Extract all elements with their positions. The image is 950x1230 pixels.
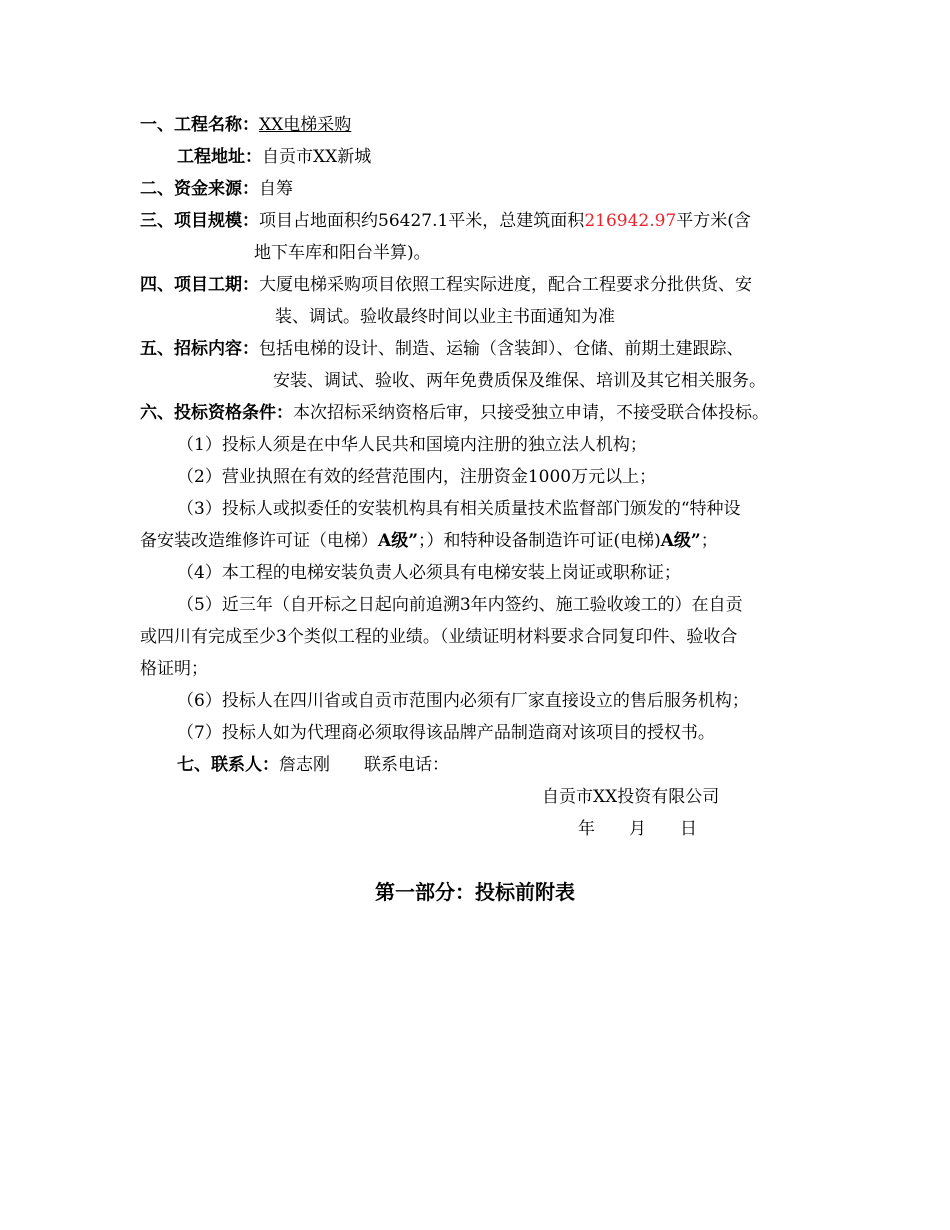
scale-label: 三、项目规模： <box>140 211 259 231</box>
signature-company <box>542 787 719 807</box>
scale-line-2-text: 地下车库和阳台半算)。 <box>254 243 431 263</box>
contact-label: 七、联系人： <box>177 755 279 775</box>
qualification-item-1-text: （1）投标人须是在中华人民共和国境内注册的独立法人机构； <box>177 435 647 455</box>
qualification-item-5-line-3-text: 格证明； <box>140 659 208 679</box>
project-name-line <box>140 115 351 135</box>
qualification-item-4 <box>177 563 681 583</box>
qualification-item-3-part-b: A级” <box>378 531 418 551</box>
qualification-item-6 <box>177 691 749 711</box>
qualification-item-5-line-1 <box>177 595 743 615</box>
funding-label: 二、资金来源： <box>140 179 259 199</box>
period-line-2-text: 装、调试。验收最终时间以业主书面通知为准 <box>275 307 615 327</box>
period-label: 四、项目工期： <box>140 275 259 295</box>
content-line-2 <box>273 371 766 391</box>
period-line-1-text: 大厦电梯采购项目依照工程实际进度，配合工程要求分批供货、安 <box>259 275 752 295</box>
qualification-item-4-text: （4）本工程的电梯安装负责人必须具有电梯安装上岗证或职称证； <box>177 563 681 583</box>
content-line-1-text: 包括电梯的设计、制造、运输（含装卸）、仓储、前期土建跟踪、 <box>259 339 744 359</box>
scale-text-b: 平方米(含 <box>676 211 751 231</box>
qualification-item-2-text: （2）营业执照在有效的经营范围内，注册资金1000万元以上； <box>177 467 657 487</box>
qualification-item-3-line-2 <box>140 531 718 551</box>
qualification-item-5-line-3 <box>140 659 208 679</box>
contact-line <box>177 755 449 775</box>
qualification-item-3-part-a: 备安装改造维修许可证（电梯） <box>140 531 378 551</box>
content-line-2-text: 安装、调试、验收、两年免费质保及维保、培训及其它相关服务。 <box>273 371 766 391</box>
signature-date <box>578 819 697 839</box>
qualification-intro: 本次招标采纳资格后审，只接受独立申请，不接受联合体投标。 <box>293 403 769 423</box>
scale-line-1 <box>140 211 751 231</box>
qualification-item-5-line-1-text: （5）近三年（自开标之日起向前追溯3年内签约、施工验收竣工的）在自贡 <box>177 595 743 615</box>
project-address-label: 工程地址： <box>177 147 262 167</box>
project-address-value: 自贡市XX新城 <box>262 147 372 167</box>
period-line-1 <box>140 275 752 295</box>
qualification-item-3-part-c: ；）和特种设备制造许可证(电梯) <box>417 531 661 551</box>
qualification-item-7-text: （7）投标人如为代理商必须取得该品牌产品制造商对该项目的授权书。 <box>177 723 715 743</box>
qualification-item-6-text: （6）投标人在四川省或自贡市范围内必须有厂家直接设立的售后服务机构； <box>177 691 749 711</box>
qualification-label: 六、投标资格条件： <box>140 403 293 423</box>
qualification-item-5-line-2 <box>140 627 737 647</box>
qualification-item-2 <box>177 467 656 487</box>
contact-name: 詹志刚 <box>279 755 330 775</box>
content-label: 五、招标内容： <box>140 339 259 359</box>
signature-date-text: 年 月 日 <box>578 819 697 839</box>
qualification-item-1 <box>177 435 647 455</box>
content-line-1 <box>140 339 744 359</box>
qualification-item-3-part-e: ； <box>700 531 718 551</box>
project-name-label: 一、工程名称： <box>140 115 259 135</box>
qualification-intro-line <box>140 403 769 423</box>
qualification-item-3-part-d: A级” <box>660 531 701 551</box>
scale-area-value: 216942.97 <box>584 211 677 231</box>
project-address-line <box>177 147 371 167</box>
project-name-value: XX电梯采购 <box>259 115 352 135</box>
qualification-item-7 <box>177 723 715 743</box>
funding-value: 自筹 <box>259 179 293 199</box>
qualification-item-3-line-1-text: （3）投标人或拟委任的安装机构具有相关质量技术监督部门颁发的“特种设 <box>177 499 741 519</box>
signature-company-text: 自贡市XX投资有限公司 <box>542 787 720 807</box>
qualification-item-3-line-1 <box>177 499 741 519</box>
scale-text-a: 项目占地面积约56427.1平米，总建筑面积 <box>259 211 585 231</box>
section-title: 第一部分：投标前附表 <box>375 880 575 904</box>
qualification-item-5-line-2-text: 或四川有完成至少3个类似工程的业绩。（业绩证明材料要求合同复印件、验收合 <box>140 627 738 647</box>
period-line-2 <box>275 307 615 327</box>
contact-phone-label: 联系电话： <box>364 755 449 775</box>
scale-line-2 <box>254 243 431 263</box>
funding-line <box>140 179 293 199</box>
